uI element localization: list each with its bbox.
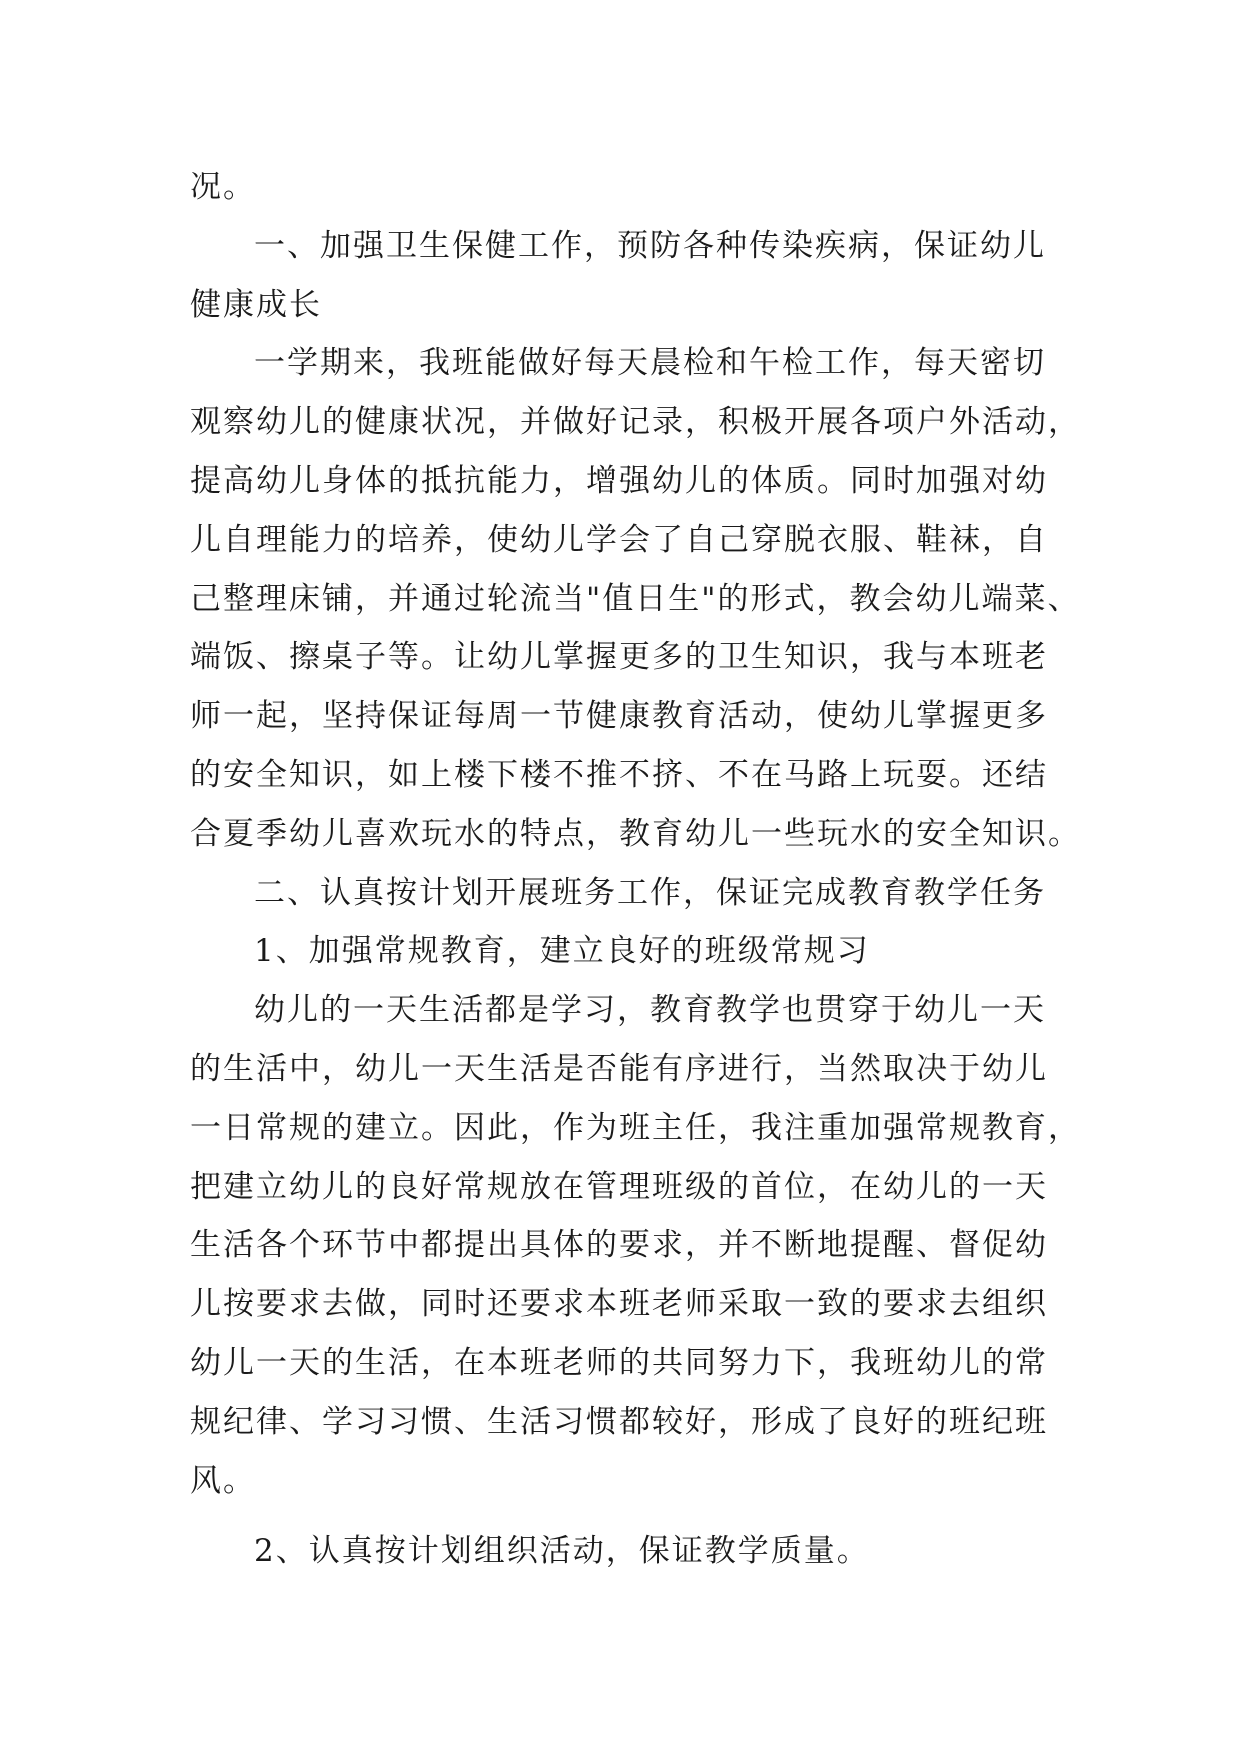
text-line: 风。 xyxy=(190,1462,256,1499)
body-text xyxy=(190,158,1081,1581)
text-line: 健康成长 xyxy=(190,286,322,323)
section-heading: 一、加强卫生保健工作，预防各种传染疾病，保证幼儿 xyxy=(254,227,1046,264)
subsection-heading: 2、认真按计划组织活动，保证教学质量。 xyxy=(254,1533,870,1570)
paragraph-start: 幼儿的一天生活都是学习，教育教学也贯穿于幼儿一天 xyxy=(254,992,1046,1029)
text-line: 把建立幼儿的良好常规放在管理班级的首位，在幼儿的一天 xyxy=(190,1168,1048,1205)
text-line: 端饭、擦桌子等。让幼儿掌握更多的卫生知识，我与本班老 xyxy=(190,639,1048,676)
subsection-heading: 1、加强常规教育，建立良好的班级常规习 xyxy=(254,933,870,970)
text-line: 生活各个环节中都提出具体的要求，并不断地提醒、督促幼 xyxy=(190,1227,1048,1264)
text-line: 己整理床铺，并通过轮流当"值日生"的形式，教会幼儿端菜、 xyxy=(190,580,1081,617)
text-line: 提高幼儿身体的抵抗能力，增强幼儿的体质。同时加强对幼 xyxy=(190,462,1048,499)
paragraph-start: 一学期来，我班能做好每天晨检和午检工作，每天密切 xyxy=(254,345,1046,382)
text-line: 合夏季幼儿喜欢玩水的特点，教育幼儿一些玩水的安全知识。 xyxy=(190,815,1081,852)
text-line: 况。 xyxy=(190,169,256,205)
text-line: 的安全知识，如上楼下楼不推不挤、不在马路上玩耍。还结 xyxy=(190,756,1048,793)
section-heading: 二、认真按计划开展班务工作，保证完成教育教学任务 xyxy=(254,874,1046,911)
text-line: 儿自理能力的培养，使幼儿学会了自己穿脱衣服、鞋袜，自 xyxy=(190,521,1048,558)
text-line: 的生活中，幼儿一天生活是否能有序进行，当然取决于幼儿 xyxy=(190,1050,1048,1087)
text-line: 幼儿一天的生活，在本班老师的共同努力下，我班幼儿的常 xyxy=(190,1344,1048,1381)
text-line: 观察幼儿的健康状况，并做好记录，积极开展各项户外活动， xyxy=(190,404,1081,441)
text-line: 儿按要求去做，同时还要求本班老师采取一致的要求去组织 xyxy=(190,1286,1048,1323)
text-line: 一日常规的建立。因此，作为班主任，我注重加强常规教育， xyxy=(190,1109,1081,1146)
text-line: 师一起，坚持保证每周一节健康教育活动，使幼儿掌握更多 xyxy=(190,698,1048,735)
text-line: 规纪律、学习习惯、生活习惯都较好，形成了良好的班纪班 xyxy=(190,1403,1048,1440)
